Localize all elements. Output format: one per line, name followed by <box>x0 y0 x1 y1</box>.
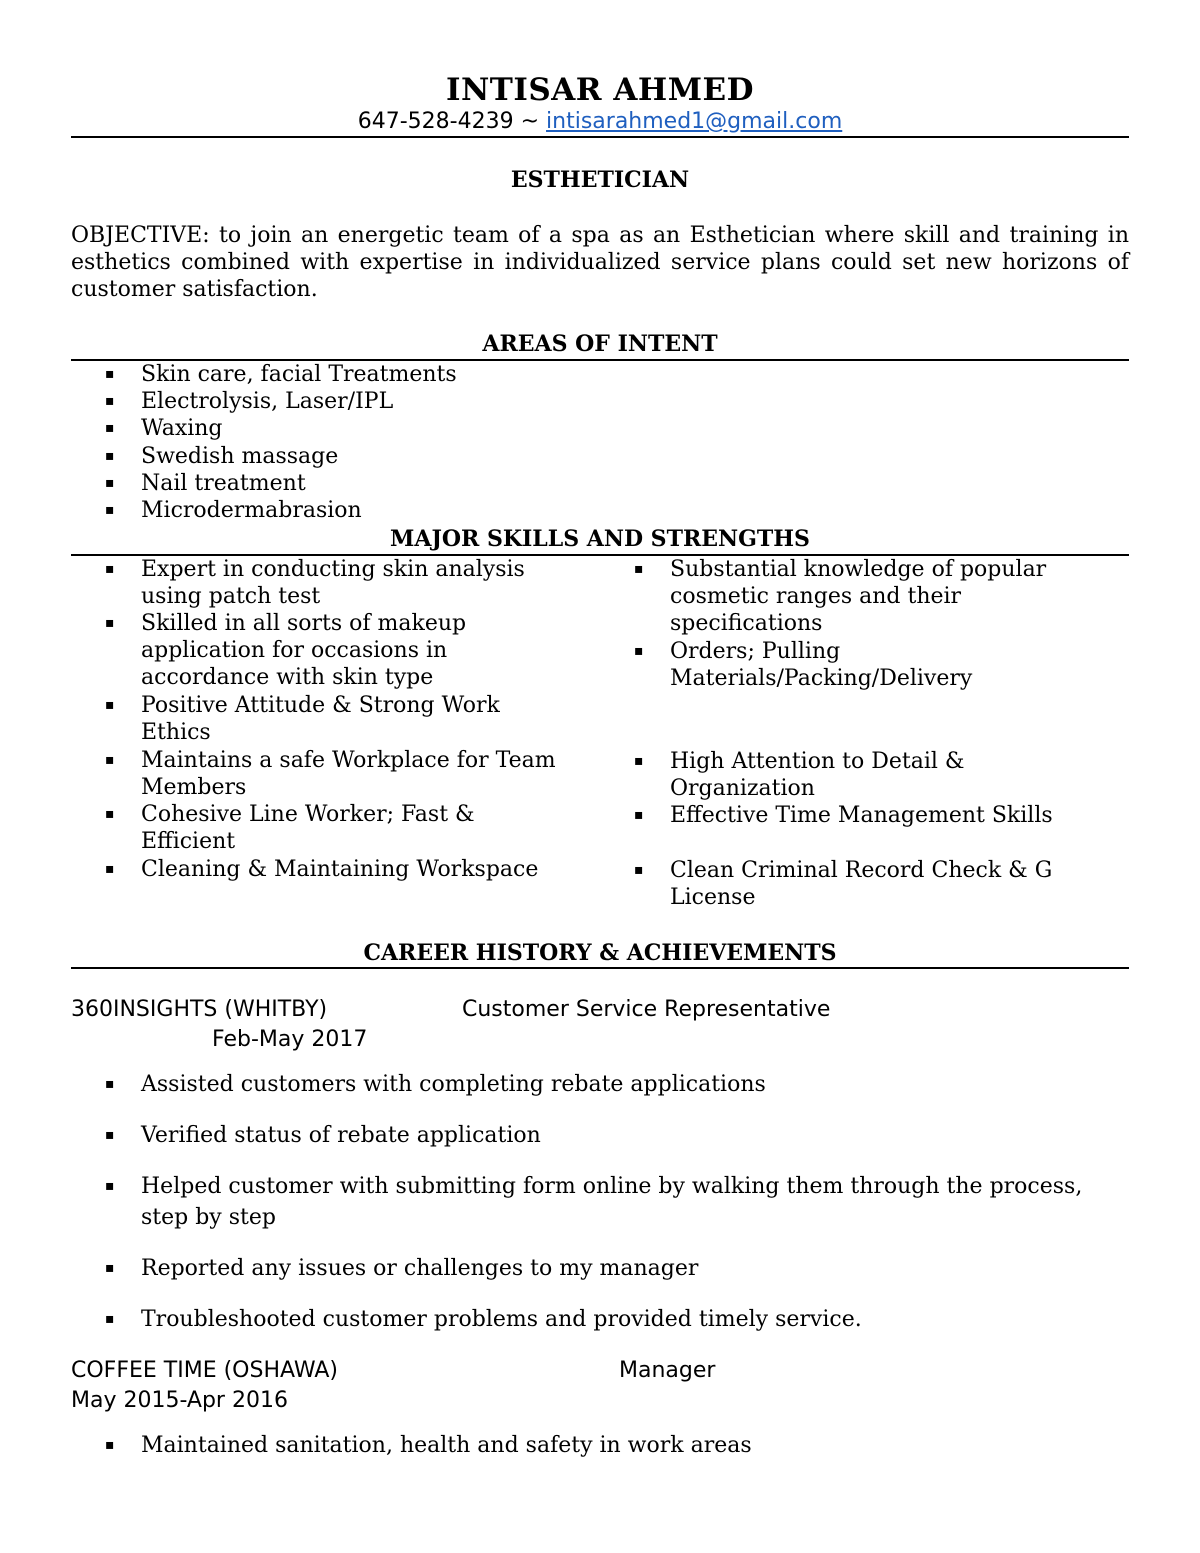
bullet-icon: ▪ <box>634 643 644 659</box>
list-item: ▪ Nail treatment <box>105 470 306 496</box>
bullet-icon: ▪ <box>105 1076 115 1092</box>
bullet-icon: ▪ <box>634 753 644 769</box>
skills-heading: MAJOR SKILLS AND STRENGTHS <box>390 526 810 552</box>
bullet-icon: ▪ <box>105 1311 115 1327</box>
bullet-icon: ▪ <box>105 752 115 768</box>
bullet-icon: ▪ <box>105 615 115 631</box>
list-item: ▪ Maintains a safe Workplace for Team Members <box>105 748 556 801</box>
bullet-icon: ▪ <box>634 561 644 577</box>
list-item: ▪ Assisted customers with completing rebate applications <box>105 1072 766 1097</box>
list-item: ▪ Substantial knowledge of popular cosmetic ranges and their specifications <box>634 557 1047 637</box>
list-item: ▪ Helped customer with submitting form online by walking them through the process, step by step <box>105 1174 1083 1230</box>
bullet-icon: ▪ <box>105 1127 115 1143</box>
job-title-heading: ESTHETICIAN <box>510 167 690 193</box>
list-item: ▪ Cleaning & Maintaining Workspace <box>105 857 539 882</box>
list-item: ▪ Verified status of rebate application <box>105 1123 541 1148</box>
bullet-icon: ▪ <box>634 862 644 878</box>
list-item: ▪ Swedish massage <box>105 443 339 469</box>
bullet-icon: ▪ <box>634 807 644 823</box>
contact-line <box>71 108 1129 136</box>
job-company: COFFEE TIME (OSHAWA) <box>71 1358 339 1383</box>
list-item: ▪ Cohesive Line Worker; Fast & Efficient <box>105 802 475 855</box>
list-item: ▪ Clean Criminal Record Check & G License <box>634 858 1053 911</box>
job-role: Customer Service Representative <box>462 997 831 1022</box>
skills-left-list <box>71 556 571 883</box>
list-item: ▪ Microdermabrasion <box>105 498 362 524</box>
job-dates: Feb-May 2017 <box>212 1027 368 1052</box>
bullet-icon: ▪ <box>105 447 115 464</box>
job-bullets <box>71 1430 1129 1481</box>
areas-list <box>71 361 1129 524</box>
bullet-icon: ▪ <box>105 1260 115 1276</box>
bullet-icon: ▪ <box>105 1178 115 1194</box>
job-company: 360INSIGHTS (WHITBY) <box>71 997 328 1022</box>
bullet-icon: ▪ <box>105 474 115 491</box>
list-item: ▪ Maintained sanitation, health and safety in work areas <box>105 1433 752 1458</box>
bullet-icon: ▪ <box>105 420 115 437</box>
job-dates: May 2015-Apr 2016 <box>71 1388 288 1413</box>
list-item: ▪ Electrolysis, Laser/IPL <box>105 389 394 415</box>
header-rule <box>71 136 1129 138</box>
bullet-icon: ▪ <box>105 561 115 577</box>
bullet-icon: ▪ <box>105 366 115 382</box>
skills-right-list <box>600 556 1100 911</box>
list-item: ▪ High Attention to Detail & Organization <box>634 749 965 802</box>
list-item: ▪ Positive Attitude & Strong Work Ethics <box>105 693 500 746</box>
list-item: ▪ Skilled in all sorts of makeup application for occasions in accordance with skin type <box>105 611 467 691</box>
career-heading: CAREER HISTORY & ACHIEVEMENTS <box>363 940 837 966</box>
contact-separator: ~ <box>520 109 540 134</box>
list-item: ▪ Skin care, facial Treatments <box>105 362 457 387</box>
bullet-icon: ▪ <box>105 697 115 713</box>
career-rule <box>71 967 1129 969</box>
email-link[interactable]: intisarahmed1@gmail.com <box>546 109 843 134</box>
objective-paragraph: OBJECTIVE: to join an energetic team of a spa as an Esthetician where skill and training in esthetics combined with expertise in individualized service plans could set new horizons of customer satisfaction. <box>71 223 1129 302</box>
bullet-icon: ▪ <box>105 806 115 822</box>
phone-number: 647-528-4239 <box>357 109 514 134</box>
job-bullets <box>71 1069 1129 1355</box>
list-item: ▪ Orders; Pulling Materials/Packing/Delivery <box>634 639 973 692</box>
list-item: ▪ Waxing <box>105 416 223 442</box>
bullet-icon: ▪ <box>105 1437 115 1453</box>
areas-heading: AREAS OF INTENT <box>482 331 718 357</box>
list-item: ▪ Reported any issues or challenges to my manager <box>105 1256 699 1281</box>
candidate-name: INTISAR AHMED <box>445 72 755 108</box>
list-item: ▪ Expert in conducting skin analysis using patch test <box>105 557 525 610</box>
job-role: Manager <box>619 1358 716 1383</box>
bullet-icon: ▪ <box>105 502 115 519</box>
bullet-icon: ▪ <box>105 393 115 410</box>
list-item: ▪ Troubleshooted customer problems and provided timely service. <box>105 1307 862 1332</box>
list-item: ▪ Effective Time Management Skills <box>634 803 1053 828</box>
bullet-icon: ▪ <box>105 861 115 877</box>
